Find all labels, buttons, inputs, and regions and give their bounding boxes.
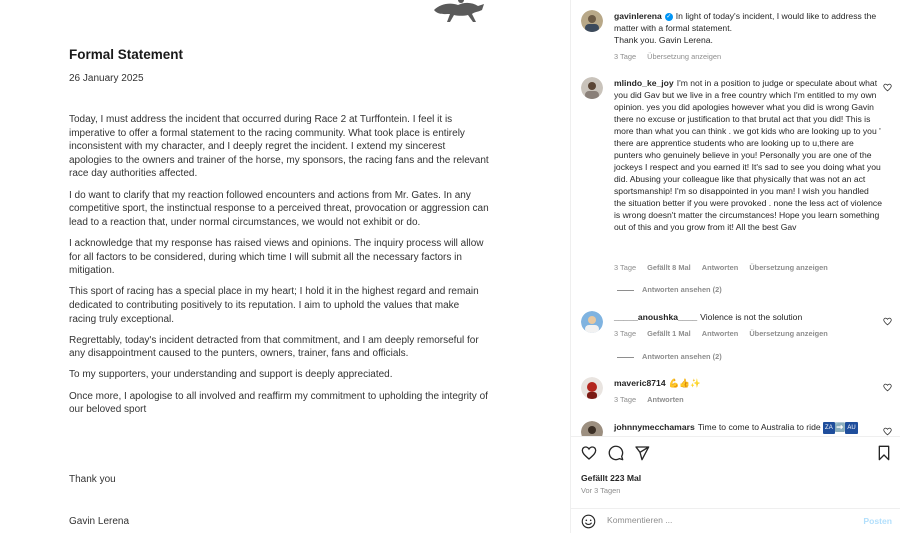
comment-username[interactable]: mlindo_ke_joy xyxy=(614,78,674,88)
avatar[interactable] xyxy=(581,77,603,99)
reply-link[interactable]: Antworten xyxy=(647,395,684,404)
post-comment-button[interactable]: Posten xyxy=(863,516,892,526)
comment-time[interactable]: 3 Tage xyxy=(614,329,637,338)
caption-username[interactable]: gavinlerena xyxy=(614,11,662,21)
post-likes-count[interactable]: Gefällt 223 Mal xyxy=(581,473,642,483)
horse-rider-logo-icon xyxy=(428,0,488,24)
add-comment-bar xyxy=(571,508,900,534)
view-replies[interactable] xyxy=(617,352,722,361)
bookmark-save-icon[interactable] xyxy=(876,445,892,461)
statement-paragraph: Regrettably, today's incident detracted from that commitment, and I am deeply remorseful for any disappointment caused to the punters, owners, trainer, fans and officials. xyxy=(69,334,479,360)
like-heart-icon[interactable] xyxy=(883,83,892,92)
post-time[interactable]: Vor 3 Tagen xyxy=(581,486,621,495)
comment-list xyxy=(571,0,900,436)
statement-paragraph: Today, I must address the incident that occurred during Race 2 at Turffontein. I feel it is imperative to offer a formal statement to the racing community. What took place is entirely inconsistent with my character, and I deeply regret the incident. I extend my sincerest apologies to the owners and trainer of the horse, my sponsors, the racing fans and the relevant race day authorities affected. xyxy=(69,114,489,180)
emoji-picker-icon[interactable] xyxy=(581,514,596,529)
replies-divider xyxy=(617,357,634,358)
statement-title: Formal Statement xyxy=(69,47,184,62)
comment-text: 💪👍✨ xyxy=(668,378,701,388)
translate-link[interactable]: Übersetzung anzeigen xyxy=(749,263,828,272)
comment-likes[interactable]: Gefällt 8 Mal xyxy=(647,263,691,272)
comment-text: Violence is not the solution xyxy=(700,312,803,322)
comment-time[interactable]: 3 Tage xyxy=(614,395,637,404)
comment-likes[interactable]: Gefällt 1 Mal xyxy=(647,329,691,338)
flag-au-icon: AU xyxy=(845,422,857,434)
comment-username[interactable]: johnnymecchamars xyxy=(614,422,695,432)
avatar[interactable] xyxy=(581,377,603,399)
share-send-icon[interactable] xyxy=(634,445,650,461)
reply-link[interactable]: Antworten xyxy=(701,329,739,338)
avatar[interactable] xyxy=(581,311,603,333)
like-heart-icon[interactable] xyxy=(883,427,892,436)
like-heart-icon[interactable] xyxy=(883,317,892,326)
comment-time[interactable]: 3 Tage xyxy=(614,263,637,272)
view-replies-label: Antworten ansehen (2) xyxy=(642,285,722,294)
statement-paragraph: This sport of racing has a special place in my heart; I hold it in the highest regard and remain dedicated to contributing positively to its reputation. I aim to uphold the values that make racing truly exceptional. xyxy=(69,286,479,325)
replies-divider xyxy=(617,290,634,291)
statement-thanks: Thank you xyxy=(69,474,116,485)
comment-text: I'm not in a position to judge or speculate about what you did Gav but we live in a free country which I'm entitled to my own opinion. yes you did apologies however what you did is wrong Gavin there no excuse or justification to that brutal act that you did! This is more than what you can think . we got kids who are looking up to you ' there are apprentice students who are looking up to u,there are punters who genuinely believe in you! Personally you are one of the jockeys I respect and you earned it! It's sad to see you doing what you did. Abusing your colleague like that physically that was not an act sportsmanship! I'm so disappointed in you man! I wish you handled the situation better if you were provoked . none the less act of violence is wrong doesn't matter the circumstances! Hope you learn something out of this and you grow from it! All the best Gav xyxy=(614,78,882,232)
arrow-emoji: ➡️ xyxy=(834,422,846,432)
caption-text-2: Thank you. Gavin Lerena. xyxy=(614,35,713,45)
comments-panel xyxy=(570,0,900,533)
comment-text: Time to come to Australia to ride xyxy=(697,422,821,432)
comment-bubble-icon[interactable] xyxy=(608,445,624,461)
statement-paragraph: Once more, I apologise to all involved and reaffirm my commitment to upholding the integrity of our beloved sport xyxy=(69,390,488,416)
statement-body xyxy=(69,113,489,424)
avatar[interactable] xyxy=(581,10,603,32)
statement-paragraph: I do want to clarify that my reaction followed encounters and actions from Mr. Gates. In any competitive sport, the instinctual response to a perceived threat, provocation or aggression can lead to a reaction that, under normal circumstances, we would not exhibit or do. xyxy=(69,189,489,228)
like-heart-icon[interactable] xyxy=(883,383,892,392)
reply-link[interactable]: Antworten xyxy=(701,263,739,272)
statement-paragraph: To my supporters, your understanding and support is deeply appreciated. xyxy=(69,369,393,381)
comment-input[interactable] xyxy=(607,515,847,525)
translate-link[interactable]: Übersetzung anzeigen xyxy=(749,329,828,338)
flag-za-icon: ZA xyxy=(823,422,835,434)
like-heart-icon[interactable] xyxy=(581,445,597,461)
verified-badge-icon: ✓ xyxy=(666,13,672,20)
view-replies[interactable] xyxy=(617,285,722,294)
action-bar xyxy=(571,436,900,533)
avatar[interactable] xyxy=(581,421,603,436)
statement-paragraph: I acknowledge that my response has raised views and opinions. The inquiry process will allow for all factors to be considered, during which time I will submit all the necessary factors in mitigation. xyxy=(69,237,484,277)
statement-date: 26 January 2025 xyxy=(69,73,144,84)
comment-username[interactable]: maveric8714 xyxy=(614,378,666,388)
caption-time[interactable]: 3 Tage xyxy=(614,52,637,61)
caption-text: In light of today's incident, I would like to address the matter with a formal statement. xyxy=(614,11,877,33)
comment-username[interactable]: _____anoushka____ xyxy=(614,312,698,322)
view-replies-label: Antworten ansehen (2) xyxy=(642,352,722,361)
statement-signature: Gavin Lerena xyxy=(69,516,130,527)
translate-link[interactable]: Übersetzung anzeigen xyxy=(647,52,722,61)
